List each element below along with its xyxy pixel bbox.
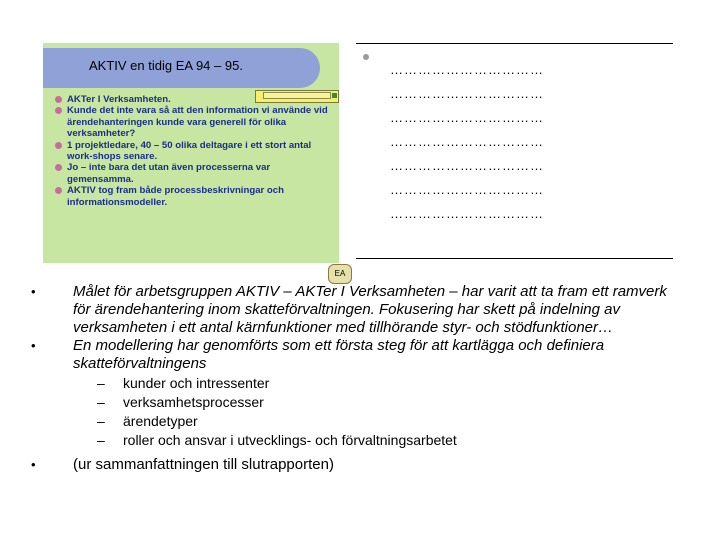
slide-bullet: Jo – inte bara det utan även processerna var gemensamma.	[53, 162, 333, 185]
notes-line: ……………………………	[390, 182, 544, 197]
slide-bullet: AKTIV tog fram både processbeskrivningar och informationsmodeller.	[53, 185, 333, 208]
notes-top-rule	[356, 43, 673, 44]
main-bullet-goal	[22, 283, 682, 337]
slide-bullet-list	[53, 94, 333, 208]
notes-line: ……………………………	[390, 110, 544, 125]
notes-line: ……………………………	[390, 62, 544, 77]
dash-icon: –	[97, 375, 105, 391]
notes-placeholder-lines	[390, 58, 544, 226]
slide-bullet: 1 projektledare, 40 – 50 olika deltagare i ett stort antal work-shops senare.	[53, 140, 333, 163]
main-bullet-text: (ur sammanfattningen till slutrapporten)	[73, 456, 334, 473]
sub-bullet-list	[73, 374, 682, 450]
notes-line: ……………………………	[390, 206, 544, 221]
notes-bottom-rule	[356, 258, 673, 259]
slide-thumbnail	[43, 43, 346, 278]
notes-bullet-icon	[363, 54, 369, 60]
bullet-dot-icon	[55, 96, 62, 103]
sub-bullet: – kunder och intressenter	[97, 375, 270, 391]
slide-title: AKTIV en tidig EA 94 – 95.	[89, 58, 243, 73]
sub-bullet: – roller och ansvar i utvecklings- och förvaltningsarbetet	[97, 432, 457, 448]
sub-bullet: – ärendetyper	[97, 413, 198, 429]
main-bullet-modeling	[22, 337, 682, 450]
bullet-dot-icon	[55, 142, 62, 149]
slide-bullet: Kunde det inte vara så att den information vi använde vid ärendehanteringen kunde vara generell för olika verksamheter?	[53, 105, 333, 139]
notes-line: ……………………………	[390, 86, 544, 101]
sub-bullet: – verksamhetsprocesser	[97, 394, 264, 410]
dash-icon: –	[97, 432, 105, 448]
main-bullet-source	[22, 456, 682, 474]
slide-bullet: AKTer I Verksamheten.	[53, 94, 333, 105]
dash-icon: –	[97, 413, 105, 429]
ea-logo: EA	[328, 264, 352, 284]
bullet-dot-icon	[55, 164, 62, 171]
main-bullet-list	[22, 283, 682, 474]
notes-line: ……………………………	[390, 134, 544, 149]
main-bullet-text: Målet för arbetsgruppen AKTIV – AKTer I Verksamheten – har varit att ta fram ett ramverk för ärendehantering inom skatteförvaltningen. Fokusering har skett på indelning av verksamheten i ett antal kärnfunktioner med tillhörande styr- och stödfunktioner…	[73, 283, 667, 336]
bullet-icon: •	[31, 338, 36, 353]
main-bullet-text: En modellering har genomförts som ett första steg för att kartlägga och definiera skatteförvaltningens	[73, 337, 605, 372]
bullet-icon: •	[31, 284, 36, 299]
notes-line: ……………………………	[390, 158, 544, 173]
bullet-icon: •	[31, 457, 36, 472]
dash-icon: –	[97, 394, 105, 410]
bullet-dot-icon	[55, 107, 62, 114]
bullet-dot-icon	[55, 187, 62, 194]
